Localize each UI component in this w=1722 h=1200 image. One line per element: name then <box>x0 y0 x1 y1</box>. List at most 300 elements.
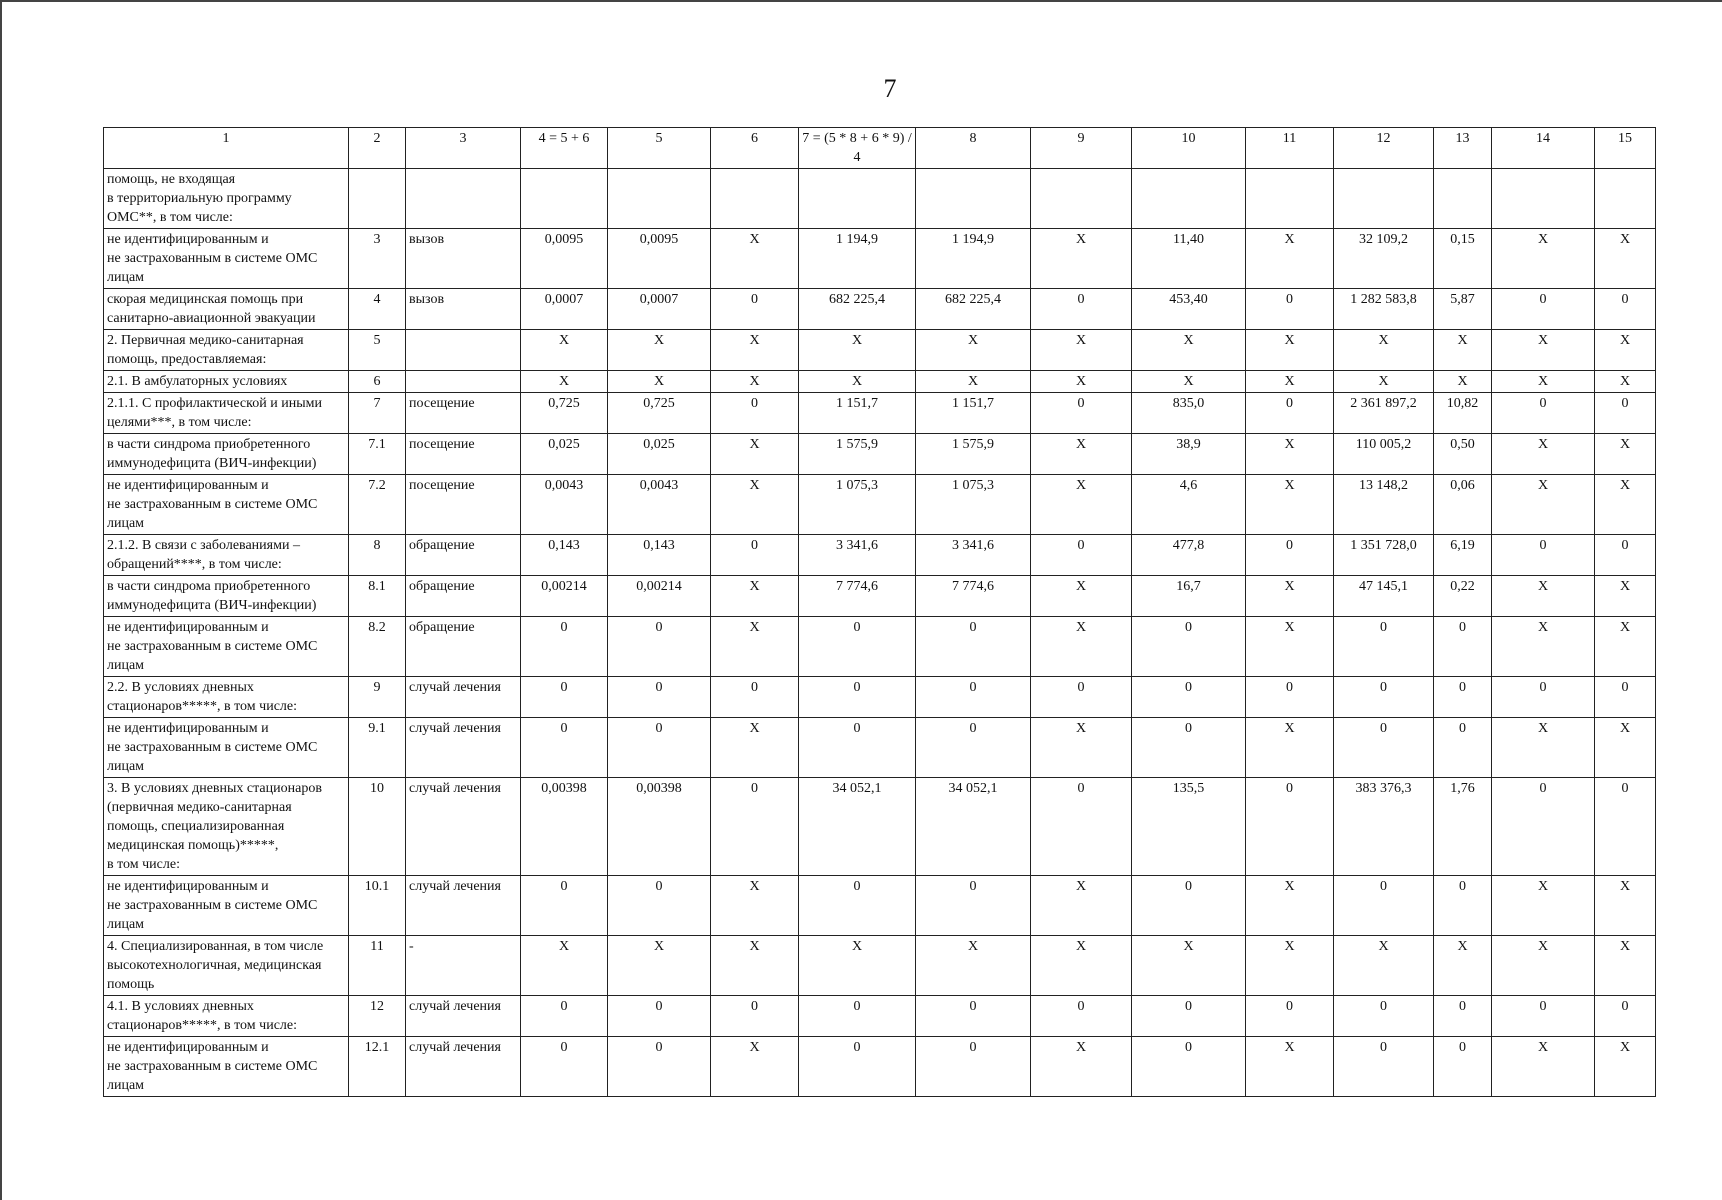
value-cell: 0,0007 <box>608 289 711 330</box>
value-cell: 0 <box>1595 778 1656 876</box>
value-cell: 0,00398 <box>521 778 608 876</box>
value-cell: X <box>916 330 1031 371</box>
unit-cell: посещение <box>406 434 521 475</box>
value-cell: X <box>1595 617 1656 677</box>
value-cell: X <box>1031 576 1132 617</box>
value-cell: X <box>916 936 1031 996</box>
value-cell: 0 <box>521 876 608 936</box>
value-cell: 682 225,4 <box>916 289 1031 330</box>
value-cell: 453,40 <box>1132 289 1246 330</box>
row-code-cell: 8.1 <box>349 576 406 617</box>
value-cell <box>1595 169 1656 229</box>
value-cell: X <box>1492 576 1595 617</box>
value-cell: X <box>1031 617 1132 677</box>
table-row <box>104 289 1656 330</box>
header-cell: 10 <box>1132 128 1246 169</box>
value-cell: 6,19 <box>1434 535 1492 576</box>
value-cell: X <box>1492 434 1595 475</box>
value-cell: 3 341,6 <box>799 535 916 576</box>
unit-cell: случай лечения <box>406 996 521 1037</box>
value-cell: 0 <box>1334 1037 1434 1097</box>
header-cell: 3 <box>406 128 521 169</box>
value-cell: 1 575,9 <box>916 434 1031 475</box>
value-cell: X <box>1246 1037 1334 1097</box>
value-cell: 0 <box>711 996 799 1037</box>
value-cell: 0 <box>1031 677 1132 718</box>
data-table <box>103 127 1656 1097</box>
table-header <box>104 128 1656 169</box>
value-cell: X <box>521 330 608 371</box>
table-row <box>104 876 1656 936</box>
value-cell: 0 <box>799 876 916 936</box>
value-cell: X <box>1246 876 1334 936</box>
value-cell <box>1492 169 1595 229</box>
value-cell: X <box>711 617 799 677</box>
row-code-cell: 8 <box>349 535 406 576</box>
value-cell <box>916 169 1031 229</box>
value-cell: 0 <box>1031 393 1132 434</box>
value-cell: 0 <box>1031 778 1132 876</box>
header-cell: 12 <box>1334 128 1434 169</box>
value-cell: 0 <box>916 1037 1031 1097</box>
value-cell: 0 <box>1434 996 1492 1037</box>
unit-cell <box>406 330 521 371</box>
value-cell: X <box>799 371 916 393</box>
value-cell: 0 <box>521 617 608 677</box>
value-cell: 0 <box>1334 876 1434 936</box>
value-cell: X <box>521 371 608 393</box>
row-code-cell: 8.2 <box>349 617 406 677</box>
header-cell: 6 <box>711 128 799 169</box>
value-cell: X <box>1246 475 1334 535</box>
value-cell: 0 <box>1246 996 1334 1037</box>
value-cell: 0 <box>711 289 799 330</box>
value-cell: X <box>1246 718 1334 778</box>
value-cell: 0 <box>1492 535 1595 576</box>
value-cell: X <box>1031 229 1132 289</box>
value-cell: 16,7 <box>1132 576 1246 617</box>
value-cell: X <box>1492 876 1595 936</box>
value-cell: X <box>1334 371 1434 393</box>
value-cell: X <box>1031 1037 1132 1097</box>
table-row <box>104 393 1656 434</box>
value-cell: 0,0095 <box>521 229 608 289</box>
value-cell: X <box>1492 617 1595 677</box>
value-cell: 47 145,1 <box>1334 576 1434 617</box>
header-cell: 2 <box>349 128 406 169</box>
value-cell: 0,50 <box>1434 434 1492 475</box>
table-row <box>104 677 1656 718</box>
row-code-cell: 7.1 <box>349 434 406 475</box>
row-code-cell: 3 <box>349 229 406 289</box>
value-cell: 5,87 <box>1434 289 1492 330</box>
scan-edge-top <box>0 0 1722 2</box>
table-row <box>104 576 1656 617</box>
value-cell: X <box>1595 936 1656 996</box>
value-cell: 34 052,1 <box>799 778 916 876</box>
value-cell: 0 <box>1434 876 1492 936</box>
value-cell: 0,15 <box>1434 229 1492 289</box>
value-cell: 4,6 <box>1132 475 1246 535</box>
value-cell: 0,00214 <box>608 576 711 617</box>
value-cell: 0,725 <box>521 393 608 434</box>
value-cell: 0 <box>1132 677 1246 718</box>
value-cell: 1 151,7 <box>799 393 916 434</box>
value-cell: X <box>1246 434 1334 475</box>
value-cell: X <box>1492 330 1595 371</box>
value-cell: X <box>1492 229 1595 289</box>
value-cell: X <box>1492 371 1595 393</box>
value-cell: 0 <box>1492 996 1595 1037</box>
table-row <box>104 434 1656 475</box>
value-cell: 0 <box>1031 996 1132 1037</box>
value-cell: X <box>711 371 799 393</box>
value-cell: 11,40 <box>1132 229 1246 289</box>
row-name-cell: помощь, не входящая в территориальную программу ОМС**, в том числе: <box>104 169 349 229</box>
value-cell: 835,0 <box>1132 393 1246 434</box>
unit-cell: вызов <box>406 229 521 289</box>
value-cell <box>711 169 799 229</box>
value-cell: X <box>1246 576 1334 617</box>
row-code-cell: 11 <box>349 936 406 996</box>
value-cell: 32 109,2 <box>1334 229 1434 289</box>
unit-cell: случай лечения <box>406 718 521 778</box>
value-cell: X <box>521 936 608 996</box>
row-name-cell: не идентифицированным и не застрахованным в системе ОМС лицам <box>104 876 349 936</box>
value-cell: 1 194,9 <box>916 229 1031 289</box>
value-cell: X <box>1595 876 1656 936</box>
value-cell <box>1031 169 1132 229</box>
value-cell: X <box>1595 371 1656 393</box>
value-cell: 0,0043 <box>521 475 608 535</box>
value-cell: 1 151,7 <box>916 393 1031 434</box>
value-cell: 0 <box>711 535 799 576</box>
row-code-cell: 6 <box>349 371 406 393</box>
unit-cell: обращение <box>406 576 521 617</box>
row-code-cell: 4 <box>349 289 406 330</box>
value-cell: X <box>1031 371 1132 393</box>
value-cell: 110 005,2 <box>1334 434 1434 475</box>
value-cell: X <box>916 371 1031 393</box>
value-cell: X <box>1595 229 1656 289</box>
table-row <box>104 996 1656 1037</box>
value-cell: X <box>1246 229 1334 289</box>
header-cell: 9 <box>1031 128 1132 169</box>
value-cell <box>1334 169 1434 229</box>
value-cell: 0 <box>521 718 608 778</box>
row-code-cell <box>349 169 406 229</box>
value-cell: 0 <box>1434 718 1492 778</box>
value-cell: 0 <box>1246 677 1334 718</box>
value-cell: 0 <box>1246 535 1334 576</box>
value-cell: 0 <box>916 677 1031 718</box>
unit-cell: посещение <box>406 393 521 434</box>
value-cell <box>1246 169 1334 229</box>
value-cell: X <box>1246 371 1334 393</box>
value-cell: X <box>1595 1037 1656 1097</box>
value-cell: 38,9 <box>1132 434 1246 475</box>
value-cell: 1 075,3 <box>799 475 916 535</box>
unit-cell: посещение <box>406 475 521 535</box>
value-cell: 7 774,6 <box>916 576 1031 617</box>
value-cell: 0,0007 <box>521 289 608 330</box>
value-cell: 0 <box>1595 535 1656 576</box>
value-cell: 0 <box>916 876 1031 936</box>
row-name-cell: в части синдрома приобретенного иммунодефицита (ВИЧ-инфекции) <box>104 576 349 617</box>
value-cell: 0 <box>1595 677 1656 718</box>
value-cell: X <box>1595 576 1656 617</box>
value-cell: 0 <box>1246 778 1334 876</box>
value-cell: 0 <box>521 1037 608 1097</box>
value-cell <box>799 169 916 229</box>
unit-cell: обращение <box>406 617 521 677</box>
value-cell: 0 <box>1434 1037 1492 1097</box>
page-number: 7 <box>883 74 897 103</box>
value-cell: X <box>1031 475 1132 535</box>
value-cell: 0 <box>521 677 608 718</box>
row-name-cell: не идентифицированным и не застрахованным в системе ОМС лицам <box>104 1037 349 1097</box>
value-cell: X <box>1031 876 1132 936</box>
value-cell: 0 <box>711 393 799 434</box>
value-cell: 135,5 <box>1132 778 1246 876</box>
value-cell: X <box>1595 718 1656 778</box>
table-row <box>104 475 1656 535</box>
value-cell: 0 <box>1132 617 1246 677</box>
value-cell: 0 <box>916 996 1031 1037</box>
table-row <box>104 936 1656 996</box>
value-cell: 0,22 <box>1434 576 1492 617</box>
header-row <box>104 128 1656 169</box>
value-cell <box>1132 169 1246 229</box>
row-name-cell: 2. Первичная медико-санитарная помощь, предоставляемая: <box>104 330 349 371</box>
value-cell <box>1434 169 1492 229</box>
value-cell: 3 341,6 <box>916 535 1031 576</box>
header-cell: 4 = 5 + 6 <box>521 128 608 169</box>
value-cell: 1,76 <box>1434 778 1492 876</box>
value-cell: 0 <box>608 718 711 778</box>
value-cell: X <box>799 330 916 371</box>
value-cell: X <box>1434 330 1492 371</box>
row-code-cell: 9 <box>349 677 406 718</box>
header-cell: 11 <box>1246 128 1334 169</box>
value-cell: 1 575,9 <box>799 434 916 475</box>
row-code-cell: 12 <box>349 996 406 1037</box>
value-cell: 1 351 728,0 <box>1334 535 1434 576</box>
value-cell: X <box>1132 330 1246 371</box>
value-cell: 0 <box>608 677 711 718</box>
header-cell: 13 <box>1434 128 1492 169</box>
value-cell: 0 <box>1334 617 1434 677</box>
value-cell: 0 <box>1031 289 1132 330</box>
value-cell: 0 <box>608 1037 711 1097</box>
value-cell: 0 <box>1595 996 1656 1037</box>
value-cell: 0,143 <box>521 535 608 576</box>
value-cell: 0 <box>799 677 916 718</box>
value-cell: X <box>1595 475 1656 535</box>
value-cell: 0 <box>1492 778 1595 876</box>
row-name-cell: 4. Специализированная, в том числе высокотехнологичная, медицинская помощь <box>104 936 349 996</box>
table-body <box>104 169 1656 1097</box>
value-cell: X <box>1334 330 1434 371</box>
table-row <box>104 718 1656 778</box>
value-cell: 0 <box>799 1037 916 1097</box>
value-cell: 0 <box>1492 393 1595 434</box>
value-cell: 0 <box>1492 289 1595 330</box>
header-cell: 15 <box>1595 128 1656 169</box>
value-cell: X <box>711 876 799 936</box>
table-row <box>104 229 1656 289</box>
value-cell: X <box>711 330 799 371</box>
value-cell: 0,143 <box>608 535 711 576</box>
table-row <box>104 169 1656 229</box>
row-name-cell: скорая медицинская помощь при санитарно-авиационной эвакуации <box>104 289 349 330</box>
row-name-cell: не идентифицированным и не застрахованным в системе ОМС лицам <box>104 229 349 289</box>
value-cell: X <box>608 330 711 371</box>
value-cell: 0 <box>1492 677 1595 718</box>
unit-cell <box>406 371 521 393</box>
value-cell: 0 <box>1334 996 1434 1037</box>
value-cell: 0 <box>1246 289 1334 330</box>
row-name-cell: 3. В условиях дневных стационаров (первичная медико-санитарная помощь, специализированная медицинская помощь)*****, в том числе: <box>104 778 349 876</box>
row-name-cell: 2.1.1. С профилактической и иными целями***, в том числе: <box>104 393 349 434</box>
value-cell: 0,025 <box>608 434 711 475</box>
table-row <box>104 1037 1656 1097</box>
row-name-cell: не идентифицированным и не застрахованным в системе ОМС лицам <box>104 718 349 778</box>
value-cell: 682 225,4 <box>799 289 916 330</box>
value-cell: X <box>711 576 799 617</box>
value-cell: X <box>711 434 799 475</box>
value-cell: 10,82 <box>1434 393 1492 434</box>
value-cell: 7 774,6 <box>799 576 916 617</box>
value-cell: X <box>608 936 711 996</box>
value-cell: 0 <box>799 718 916 778</box>
row-code-cell: 10 <box>349 778 406 876</box>
value-cell: 383 376,3 <box>1334 778 1434 876</box>
value-cell: 0 <box>608 996 711 1037</box>
value-cell: 1 194,9 <box>799 229 916 289</box>
unit-cell: обращение <box>406 535 521 576</box>
value-cell: 13 148,2 <box>1334 475 1434 535</box>
value-cell: 0 <box>1132 718 1246 778</box>
value-cell: 0 <box>1246 393 1334 434</box>
value-cell: X <box>1031 434 1132 475</box>
value-cell: X <box>1031 936 1132 996</box>
table-row <box>104 778 1656 876</box>
value-cell <box>608 169 711 229</box>
value-cell: 0,725 <box>608 393 711 434</box>
value-cell: 0,0043 <box>608 475 711 535</box>
value-cell: 0 <box>1334 677 1434 718</box>
row-name-cell: в части синдрома приобретенного иммунодефицита (ВИЧ-инфекции) <box>104 434 349 475</box>
table-row <box>104 617 1656 677</box>
value-cell: 0 <box>1031 535 1132 576</box>
value-cell: 0 <box>916 617 1031 677</box>
row-name-cell: не идентифицированным и не застрахованным в системе ОМС лицам <box>104 617 349 677</box>
value-cell: X <box>1246 617 1334 677</box>
table-row <box>104 371 1656 393</box>
table-row <box>104 535 1656 576</box>
value-cell: 0 <box>1132 876 1246 936</box>
value-cell: 0 <box>608 876 711 936</box>
value-cell: X <box>711 229 799 289</box>
value-cell: X <box>711 1037 799 1097</box>
value-cell: 0 <box>799 996 916 1037</box>
row-code-cell: 5 <box>349 330 406 371</box>
value-cell: 0,025 <box>521 434 608 475</box>
row-code-cell: 7.2 <box>349 475 406 535</box>
value-cell: X <box>1492 475 1595 535</box>
value-cell: 0 <box>916 718 1031 778</box>
value-cell: X <box>1031 718 1132 778</box>
unit-cell <box>406 169 521 229</box>
unit-cell: случай лечения <box>406 778 521 876</box>
value-cell: 0 <box>711 778 799 876</box>
table-row <box>104 330 1656 371</box>
value-cell: X <box>1334 936 1434 996</box>
value-cell: 0 <box>521 996 608 1037</box>
row-name-cell: 2.1. В амбулаторных условиях <box>104 371 349 393</box>
value-cell: X <box>608 371 711 393</box>
value-cell: X <box>1246 936 1334 996</box>
value-cell: 1 075,3 <box>916 475 1031 535</box>
value-cell: X <box>711 936 799 996</box>
unit-cell: вызов <box>406 289 521 330</box>
value-cell: 0 <box>1334 718 1434 778</box>
value-cell: 0 <box>799 617 916 677</box>
value-cell: 0,0095 <box>608 229 711 289</box>
value-cell: X <box>1492 936 1595 996</box>
value-cell: X <box>1246 330 1334 371</box>
value-cell: X <box>1595 434 1656 475</box>
unit-cell: случай лечения <box>406 677 521 718</box>
unit-cell: случай лечения <box>406 876 521 936</box>
unit-cell: случай лечения <box>406 1037 521 1097</box>
value-cell: 0 <box>1132 1037 1246 1097</box>
value-cell: 34 052,1 <box>916 778 1031 876</box>
value-cell: 477,8 <box>1132 535 1246 576</box>
value-cell: 0 <box>1434 617 1492 677</box>
value-cell: 0 <box>711 677 799 718</box>
header-cell: 8 <box>916 128 1031 169</box>
unit-cell: - <box>406 936 521 996</box>
value-cell: 0 <box>1132 996 1246 1037</box>
value-cell: 0,00214 <box>521 576 608 617</box>
row-name-cell: 2.2. В условиях дневных стационаров*****, в том числе: <box>104 677 349 718</box>
value-cell: 2 361 897,2 <box>1334 393 1434 434</box>
header-cell: 1 <box>104 128 349 169</box>
value-cell: X <box>711 475 799 535</box>
value-cell: X <box>1132 936 1246 996</box>
row-code-cell: 12.1 <box>349 1037 406 1097</box>
value-cell: 0 <box>608 617 711 677</box>
value-cell: X <box>1434 371 1492 393</box>
value-cell: X <box>1595 330 1656 371</box>
header-cell: 14 <box>1492 128 1595 169</box>
value-cell: 0 <box>1595 393 1656 434</box>
row-code-cell: 7 <box>349 393 406 434</box>
value-cell: 1 282 583,8 <box>1334 289 1434 330</box>
value-cell: X <box>1492 718 1595 778</box>
value-cell: X <box>1434 936 1492 996</box>
value-cell: X <box>1492 1037 1595 1097</box>
value-cell <box>521 169 608 229</box>
value-cell: X <box>799 936 916 996</box>
row-name-cell: не идентифицированным и не застрахованным в системе ОМС лицам <box>104 475 349 535</box>
header-cell: 7 = (5 * 8 + 6 * 9) / 4 <box>799 128 916 169</box>
header-cell: 5 <box>608 128 711 169</box>
row-name-cell: 2.1.2. В связи с заболеваниями – обращений****, в том числе: <box>104 535 349 576</box>
value-cell: 0 <box>1434 677 1492 718</box>
